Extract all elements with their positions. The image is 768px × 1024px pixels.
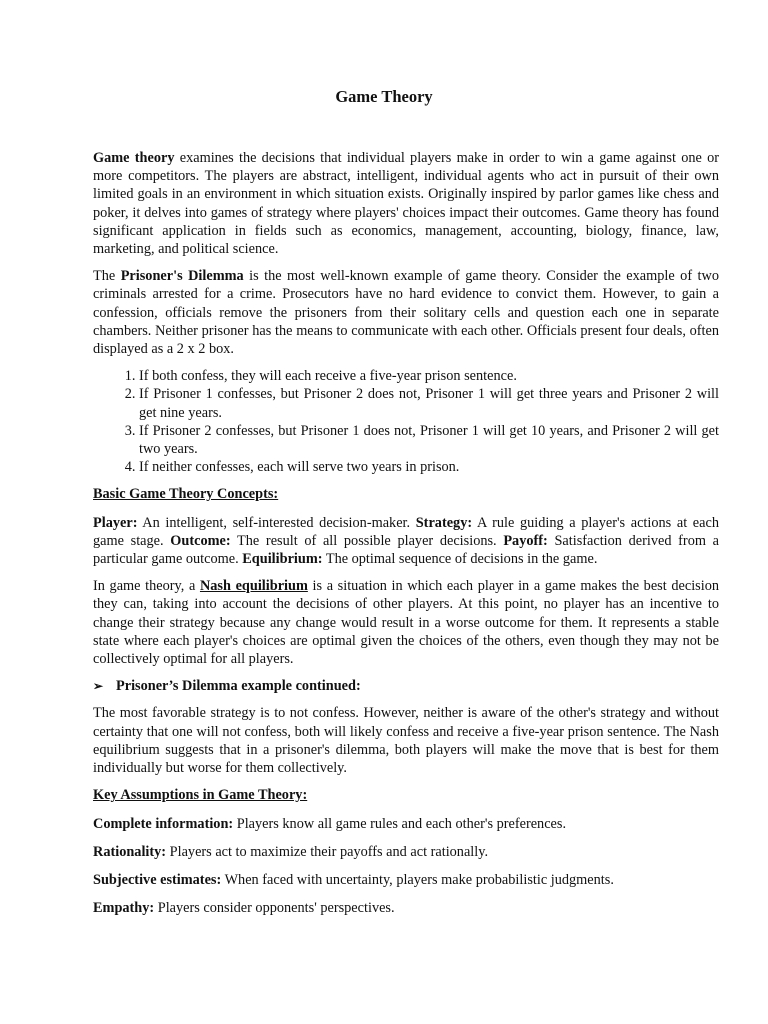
list-item: 1. If both confess, they will each receive a five-year prison sentence.	[139, 367, 719, 385]
equilibrium-label: Equilibrium:	[242, 551, 323, 568]
deals-list	[93, 367, 719, 476]
assumption-label: Empathy:	[93, 900, 155, 917]
intro-paragraph	[93, 149, 719, 258]
assumption-text: Players consider opponents' perspectives.	[154, 900, 395, 917]
player-label: Player:	[93, 514, 138, 531]
intro-term: Game theory	[93, 150, 175, 166]
continued-paragraph: The most favorable strategy is to not confess. However, neither is aware of the other's strategy and without certainty that one will not confess, both will likely confess and receive a five-year prison sentence. The Nash equilibrium suggests that in a prisoner's dilemma, both players will make the move that is best for them individually but worse for them collectively.	[93, 705, 719, 777]
intro-text: examines the decisions that individual players make in order to win a game against one or more competitors. The players are abstract, intelligent, individual agents who act in pursuit of their own limited goals in an environment in which situation exists. Originally inspired by parlor games like chess and poker, it delves into games of strategy where players' choices impact their outcomes. Game theory has found significant application in fields such as economics, management, accounting, biology, finance, law, marketing, and political science.	[93, 150, 719, 258]
assumption-item	[93, 899, 719, 917]
arrow-bullet-icon: ➢	[93, 679, 104, 694]
page-title: Game Theory	[335, 87, 433, 106]
list-item: 2. If Prisoner 1 confesses, but Prisoner 2 does not, Prisoner 1 will get three years and Prisoner 2 will get nine years.	[139, 385, 719, 421]
nash-text: is a situation in which each player in a game makes the best decision they can, taking into account the decisions of other players. At this point, no player has an incentive to change their strategy because any change would result in a worse outcome for them. It represents a stable state where each player's choices are optimal given the choices of the others, even though they may not be collectively optimal for all players.	[93, 578, 719, 668]
assumption-label: Complete information:	[93, 815, 234, 832]
assumption-text: Players act to maximize their payoffs and act rationally.	[166, 843, 489, 860]
assumption-item	[93, 871, 719, 889]
dilemma-term: Prisoner's Dilemma	[120, 268, 244, 285]
dilemma-pre: The	[93, 268, 121, 285]
nash-paragraph	[93, 577, 719, 668]
assumption-text: Players know all game rules and each other's preferences.	[233, 815, 567, 832]
dilemma-paragraph	[93, 267, 719, 358]
equilibrium-text: The optimal sequence of decisions in the game.	[322, 551, 598, 568]
outcome-text: The result of all possible player decisions.	[230, 532, 504, 549]
payoff-text: Satisfaction derived from a particular game outcome.	[93, 532, 719, 568]
strategy-text: A rule guiding a player's actions at each game stage.	[93, 514, 719, 549]
concepts-heading: Basic Game Theory Concepts:	[93, 486, 279, 503]
continued-heading-text: Prisoner’s Dilemma example continued:	[116, 678, 361, 695]
assumption-text: When faced with uncertainty, players make probabilistic judgments.	[221, 871, 614, 888]
assumption-label: Subjective estimates:	[93, 871, 222, 888]
dilemma-text: is the most well-known example of game theory. Consider the example of two criminals arrested for a crime. Prosecutors have no hard evidence to convict them. However, to gain a confession, officials remove the prisoners from their solitary cells and question each one in separate chambers. Neither prisoner has the means to communicate with each other. Officials present four deals, often displayed as a 2 x 2 box.	[93, 268, 719, 358]
outcome-label: Outcome:	[170, 532, 231, 549]
strategy-label: Strategy:	[415, 514, 473, 531]
assumption-label: Rationality:	[93, 843, 167, 860]
payoff-label: Payoff:	[503, 532, 548, 549]
document-body	[93, 149, 719, 927]
continued-heading	[93, 677, 719, 695]
concepts-paragraph	[93, 514, 719, 569]
assumption-item	[93, 843, 719, 861]
nash-pre: In game theory, a	[93, 578, 200, 595]
nash-term: Nash equilibrium	[199, 578, 308, 595]
assumptions-heading: Key Assumptions in Game Theory:	[93, 787, 308, 804]
assumption-item	[93, 815, 719, 833]
list-item: 4. If neither confesses, each will serve two years in prison.	[139, 458, 719, 476]
player-text: An intelligent, self-interested decision-maker.	[137, 514, 416, 531]
list-item: 3. If Prisoner 2 confesses, but Prisoner 1 does not, Prisoner 1 will get 10 years, and Prisoner 2 will get two years.	[139, 422, 719, 458]
